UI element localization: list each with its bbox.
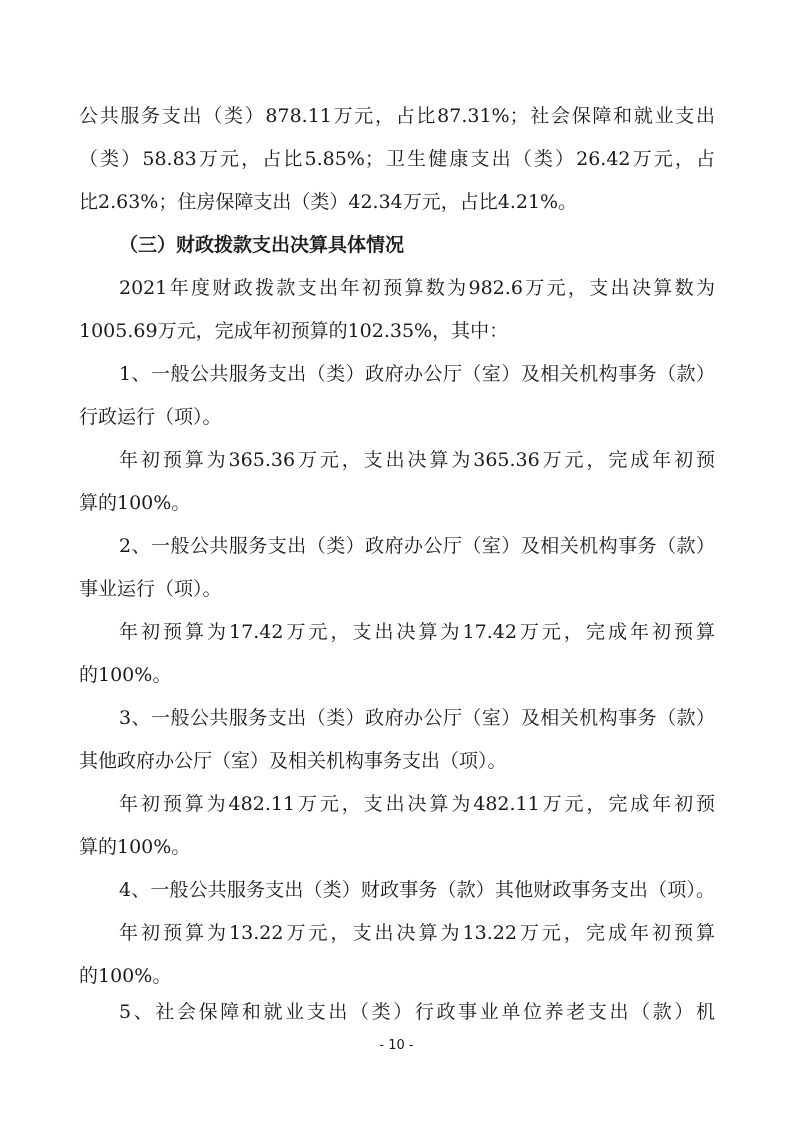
body-text-line: 算的100%。 bbox=[79, 836, 191, 858]
body-text-line: 年初预算为365.36万元，支出决算为365.36万元，完成年初预 bbox=[119, 449, 715, 471]
list-item-heading: 1、一般公共服务支出（类）政府办公厅（室）及相关机构事务（款） bbox=[119, 363, 715, 385]
list-item-heading: 事业运行（项）。 bbox=[79, 578, 222, 600]
list-item-heading: 4、一般公共服务支出（类）财政事务（款）其他财政事务支出（项）。 bbox=[119, 879, 715, 901]
list-item-heading: 行政运行（项）。 bbox=[79, 406, 222, 428]
list-item-heading: 3、一般公共服务支出（类）政府办公厅（室）及相关机构事务（款） bbox=[119, 707, 715, 729]
body-text-line: （类）58.83万元，占比5.85%；卫生健康支出（类）26.42万元，占 bbox=[79, 148, 715, 170]
list-item-heading: 5、社会保障和就业支出（类）行政事业单位养老支出（款）机 bbox=[119, 1001, 715, 1023]
body-text-line: 的100%。 bbox=[79, 965, 172, 987]
body-text-line: 公共服务支出（类）878.11万元，占比87.31%；社会保障和就业支出 bbox=[79, 105, 715, 127]
body-text-line: 的100%。 bbox=[79, 664, 172, 686]
body-text-line: 年初预算为482.11万元，支出决算为482.11万元，完成年初预 bbox=[119, 793, 715, 815]
body-text-line: 算的100%。 bbox=[79, 492, 191, 514]
list-item-heading: 2、一般公共服务支出（类）政府办公厅（室）及相关机构事务（款） bbox=[119, 535, 715, 557]
body-text-line: 2021年度财政拨款支出年初预算数为982.6万元，支出决算数为 bbox=[119, 277, 715, 299]
body-text-line: 年初预算为13.22万元，支出决算为13.22万元，完成年初预算 bbox=[119, 922, 715, 944]
list-item-heading: 其他政府办公厅（室）及相关机构事务支出（项）。 bbox=[79, 750, 507, 772]
body-text-line: 1005.69万元，完成年初预算的102.35%，其中： bbox=[79, 320, 509, 342]
body-text-line: 年初预算为17.42万元，支出决算为17.42万元，完成年初预算 bbox=[119, 621, 715, 643]
page-number: - 10 - bbox=[379, 1038, 414, 1053]
section-heading: （三）财政拨款支出决算具体情况 bbox=[119, 234, 405, 256]
body-text-line: 比2.63%；住房保障支出（类）42.34万元，占比4.21%。 bbox=[79, 191, 578, 213]
